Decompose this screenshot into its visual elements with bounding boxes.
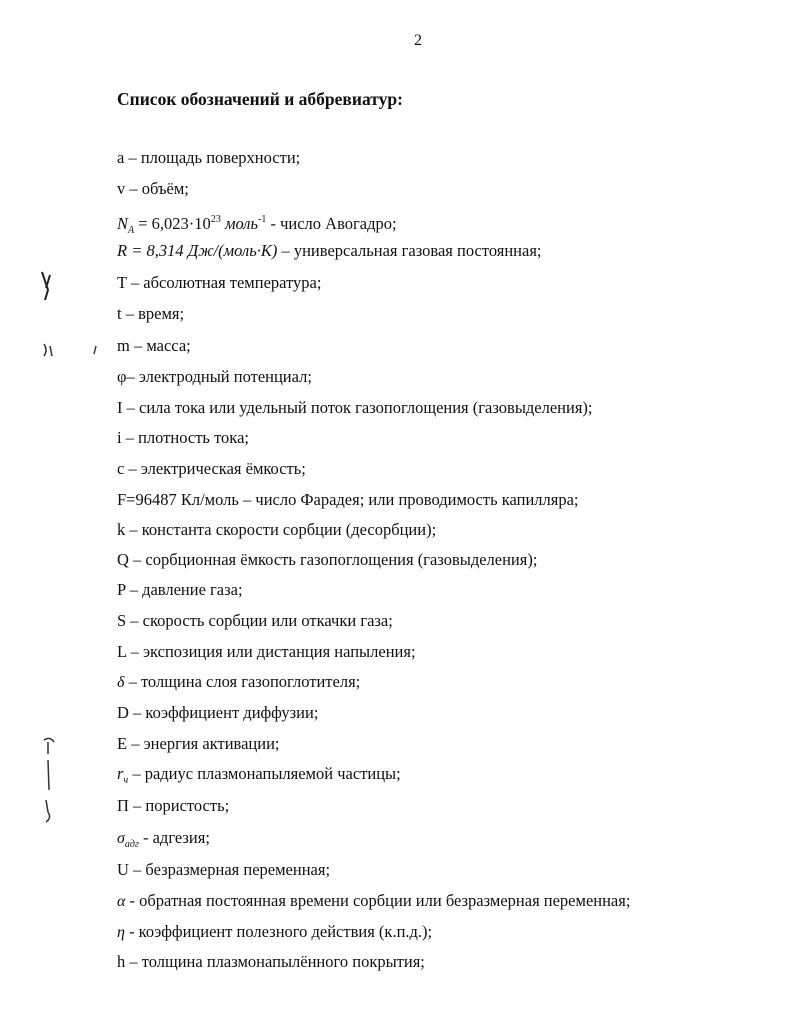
entry-P: P – давление газа; bbox=[117, 580, 243, 599]
delta-symbol: δ bbox=[117, 674, 125, 691]
entry-t: t – время; bbox=[117, 304, 185, 323]
avogadro-description: - число Авогадро; bbox=[266, 214, 397, 233]
gas-constant-description: – универсальная газовая постоянная; bbox=[277, 241, 542, 260]
entry-Q: Q – сорбционная ёмкость газопоглощения (газовыделения); bbox=[117, 550, 538, 569]
entry-k: k – константа скорости сорбции (десорбции); bbox=[117, 520, 437, 539]
avogadro-value: = 6,023·10 bbox=[134, 214, 211, 233]
avogadro-symbol: N bbox=[117, 214, 129, 233]
entry-i: i – плотность тока; bbox=[117, 428, 249, 447]
entry-c: с – электрическая ёмкость; bbox=[117, 459, 306, 478]
entry-v: v – объём; bbox=[117, 179, 189, 198]
avogadro-unit-exponent: -1 bbox=[258, 214, 267, 225]
sigma-symbol: σ bbox=[117, 830, 125, 847]
gas-constant-formula: R = 8,314 Дж/(моль·K) bbox=[117, 241, 278, 260]
entry-alpha bbox=[117, 891, 630, 912]
entry-phi: φ– электродный потенциал; bbox=[117, 367, 312, 386]
entry-T: T – абсолютная температура; bbox=[117, 273, 322, 292]
avogadro-subscript: A bbox=[128, 225, 135, 236]
entry-h: h – толщина плазмонапылённого покрытия; bbox=[117, 952, 425, 971]
eta-description: - коэффициент полезного действия (к.п.д.); bbox=[124, 922, 433, 941]
entry-gas-constant bbox=[117, 241, 542, 261]
entry-avogadro bbox=[117, 210, 397, 241]
particle-radius-symbol: r bbox=[117, 764, 124, 783]
entry-L: L – экспозиция или дистанция напыления; bbox=[117, 642, 416, 661]
avogadro-unit: моль bbox=[220, 214, 259, 233]
avogadro-exponent: 23 bbox=[210, 214, 221, 225]
entry-I: I – сила тока или удельный поток газопоглощения (газовыделения); bbox=[117, 398, 593, 417]
margin-scan-marks bbox=[30, 0, 110, 1034]
entry-eta bbox=[117, 922, 432, 943]
sigma-description: - адгезия; bbox=[138, 828, 210, 847]
entry-delta bbox=[117, 672, 360, 693]
alpha-description: - обратная постоянная времени сорбции или безразмерная переменная; bbox=[125, 891, 631, 910]
entry-Pi: П – пористость; bbox=[117, 796, 230, 815]
particle-radius-subscript: ч bbox=[123, 775, 129, 786]
entry-particle-radius bbox=[117, 764, 401, 791]
eta-symbol: η bbox=[117, 924, 125, 941]
entry-S: S – скорость сорбции или откачки газа; bbox=[117, 611, 393, 630]
sigma-subscript: адг bbox=[124, 839, 139, 850]
entry-U: U – безразмерная переменная; bbox=[117, 860, 331, 879]
entry-D: D – коэффициент диффузии; bbox=[117, 703, 319, 722]
alpha-symbol: α bbox=[117, 893, 126, 910]
page-number: 2 bbox=[414, 32, 422, 49]
entry-a: а – площадь поверхности; bbox=[117, 148, 301, 167]
entry-m: m – масса; bbox=[117, 336, 191, 355]
particle-radius-description: – радиус плазмонапыляемой частицы; bbox=[128, 764, 401, 783]
delta-description: – толщина слоя газопоглотителя; bbox=[124, 672, 361, 691]
entry-E: E – энергия активации; bbox=[117, 734, 280, 753]
page-title: Список обозначений и аббревиатур: bbox=[117, 89, 403, 109]
entry-F: F=96487 Кл/моль – число Фарадея; или проводимость капилляра; bbox=[117, 490, 579, 509]
entry-sigma bbox=[117, 828, 210, 855]
